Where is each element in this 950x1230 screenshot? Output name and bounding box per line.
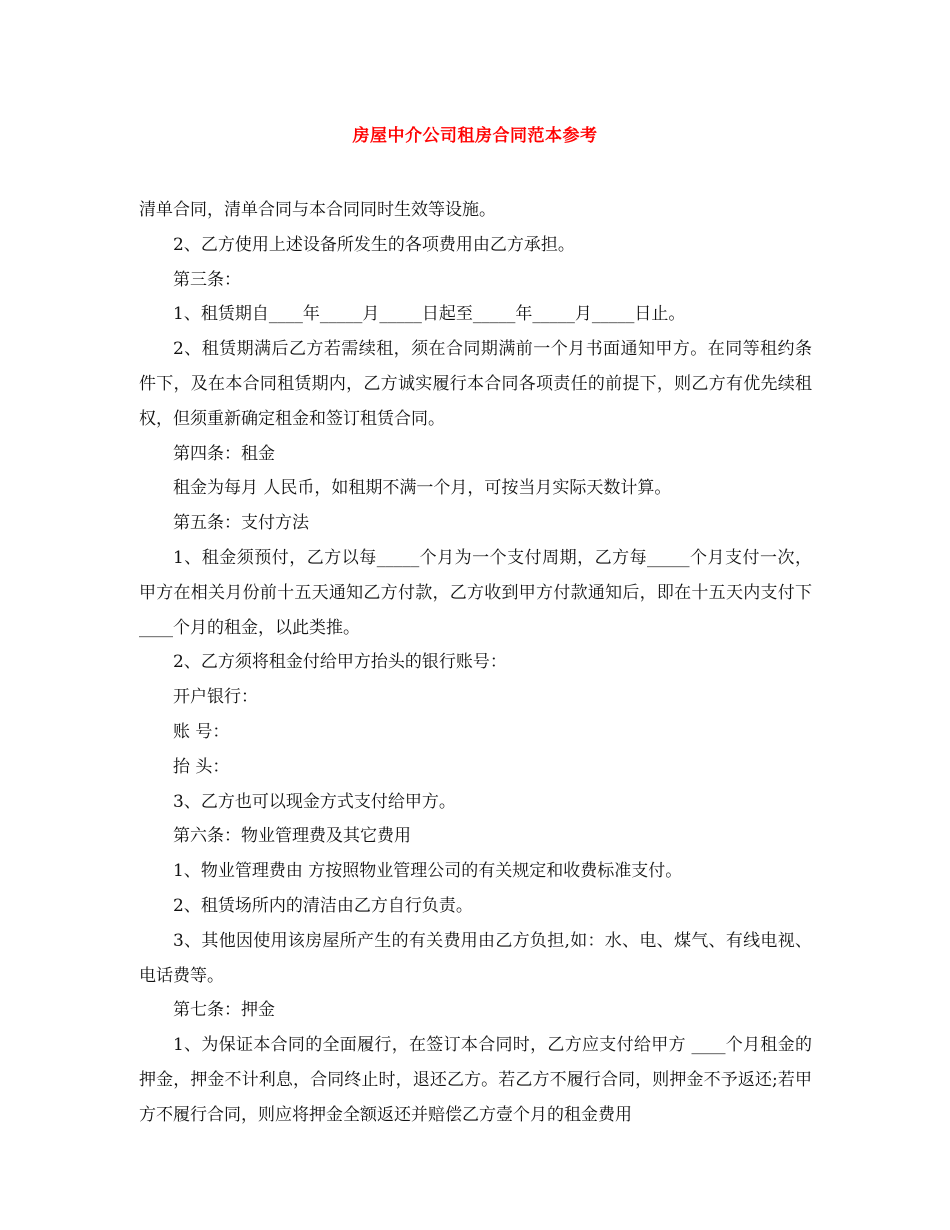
document-body (139, 193, 812, 1133)
article-heading-7: 第七条：押金 (173, 1000, 275, 1021)
paragraph-2: 2、乙方使用上述设备所发生的各项费用由乙方承担。 (173, 234, 575, 255)
paragraph-management-fee: 1、物业管理费由 方按照物业管理公司的有关规定和收费标准支付。 (173, 861, 683, 882)
paragraph-cash: 3、乙方也可以现金方式支付给甲方。 (173, 791, 456, 812)
article-heading-5: 第五条：支付方法 (173, 513, 309, 534)
field-account-number: 账 号： (173, 721, 230, 742)
article-heading-4: 第四条：租金 (173, 443, 275, 464)
field-payee: 抬 头： (173, 756, 230, 777)
paragraph-rent: 租金为每月 人民币，如租期不满一个月，可按当月实际天数计算。 (173, 478, 672, 499)
paragraph-renewal: 2、租赁期满后乙方若需续租，须在合同期满前一个月书面通知甲方。在同等租约条件下，及在本合同租赁期内，乙方诚实履行本合同各项责任的前提下，则乙方有优先续租权，但须重新确定租金和签订租赁合同。 (139, 339, 812, 429)
document-title: 房屋中介公司租房合同范本参考 (352, 126, 598, 146)
paragraph-bank-account: 2、乙方须将租金付给甲方抬头的银行账号： (173, 652, 507, 673)
article-heading-6: 第六条：物业管理费及其它费用 (173, 826, 411, 847)
field-bank: 开户银行： (173, 687, 258, 708)
paragraph-deposit: 1、为保证本合同的全面履行，在签订本合同时，乙方应支付给甲方 ____个月租金的押金，押金不计利息，合同终止时，退还乙方。若乙方不履行合同，则押金不予返还;若甲方不履行合同，则应将押金全额返还并赔偿乙方壹个月的租金费用 (139, 1035, 812, 1125)
paragraph-other-fees: 3、其他因使用该房屋所产生的有关费用由乙方负担,如：水、电、煤气、有线电视、电话费等。 (139, 930, 812, 986)
article-heading-3: 第三条： (173, 269, 241, 290)
paragraph-lease-term: 1、租赁期自____年_____月_____日起至_____年_____月_____日止。 (173, 304, 686, 325)
paragraph-prepayment: 1、租金须预付，乙方以每_____个月为一个支付周期，乙方每_____个月支付一次，甲方在相关月份前十五天通知乙方付款，乙方收到甲方付款通知后，即在十五天内支付下____个月的租金，以此类推。 (139, 547, 812, 638)
paragraph-1: 清单合同，清单合同与本合同同时生效等设施。 (139, 200, 496, 220)
paragraph-cleaning: 2、租赁场所内的清洁由乙方自行负责。 (173, 895, 473, 916)
